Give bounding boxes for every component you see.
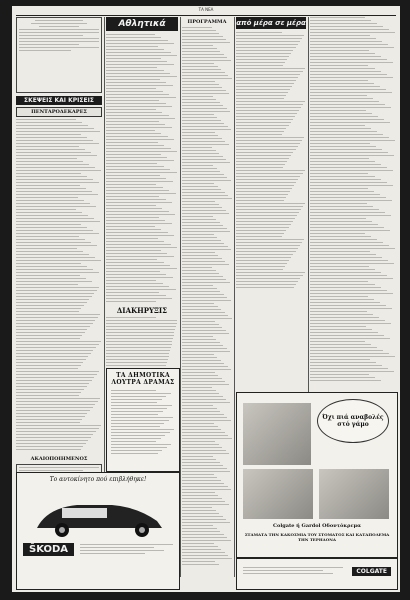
skoda-ad [16, 472, 180, 590]
sports-logo: Αθλητικά [106, 17, 178, 31]
right-text [310, 17, 396, 387]
column-1 [16, 17, 102, 498]
program-headline: ΠΡΟΓΡΑΜΜΑ [187, 19, 227, 25]
article-text [16, 284, 102, 454]
loutra-ad [106, 368, 180, 472]
death-notice-headline: ΑΚΑΙΟΠΟΙΗΜΕΝΟΣ [30, 456, 88, 462]
running-header [16, 7, 396, 14]
box-headline: ΠΕΝΤΑΡΟΔΕΚΑΡΕΣ [16, 107, 102, 117]
couple-illustration [243, 403, 311, 465]
column-2-sports [106, 17, 178, 377]
column-4 [236, 17, 306, 292]
section-title: ΣΚΕΨΕΙΣ ΚΑΙ ΚΡΙΣΕΙΣ [16, 96, 102, 105]
newspaper-page [12, 6, 400, 592]
sports-text [106, 34, 178, 304]
wedding-speech-bubble: Όχι πιά αναβολές στό γάμο [317, 399, 389, 443]
colgate-footer-ad [236, 558, 398, 590]
car-illustration [17, 483, 179, 543]
colgate-brand: COLGATE [352, 567, 391, 576]
header-rule [16, 15, 396, 16]
daily-text [236, 32, 306, 292]
program-text [182, 27, 232, 567]
colgate-line: Colgate ή Gardol Οδοντόκρεμα [273, 523, 361, 529]
column-rule [234, 17, 235, 577]
diakiryxis-headline: ΔΙΑΚΗΡΥΞΙΣ [116, 306, 168, 315]
colgate-subline: ΣΤΑΜΑΤΑ ΤΗΝ ΚΑΚΟΣΜΙΑ ΤΟΥ ΣΤΟΜΑΤΟΣ ΚΑΙ ΚΑΤΑΠΟΛΕΜΑ ΤΗΝ ΤΕΡΗΔΟΝΑ [244, 532, 390, 542]
loutra-title: ΤΑ ΔΗΜΟΤΙΚΑ ΛΟΥΤΡΑ ΔΡΑΜΑΣ [111, 372, 175, 386]
running-header-center: ΤΑ ΝΕΑ [198, 7, 214, 12]
imprint-box [16, 17, 102, 93]
skoda-slogan: Το αυτοκίνητο πού επιβλήθηκε! [49, 476, 147, 483]
article-text [16, 119, 102, 284]
scene-panel-1 [243, 469, 313, 519]
scene-panel-2 [319, 469, 389, 519]
column-3 [182, 17, 232, 567]
column-rule [180, 17, 181, 577]
column-rule [104, 17, 105, 479]
colgate-ad [236, 392, 398, 558]
column-5 [310, 17, 396, 387]
column-rule [308, 17, 309, 397]
skoda-brand: ŠKODA [23, 543, 74, 556]
daily-banner: από μέρα σε μέρα [236, 19, 306, 27]
